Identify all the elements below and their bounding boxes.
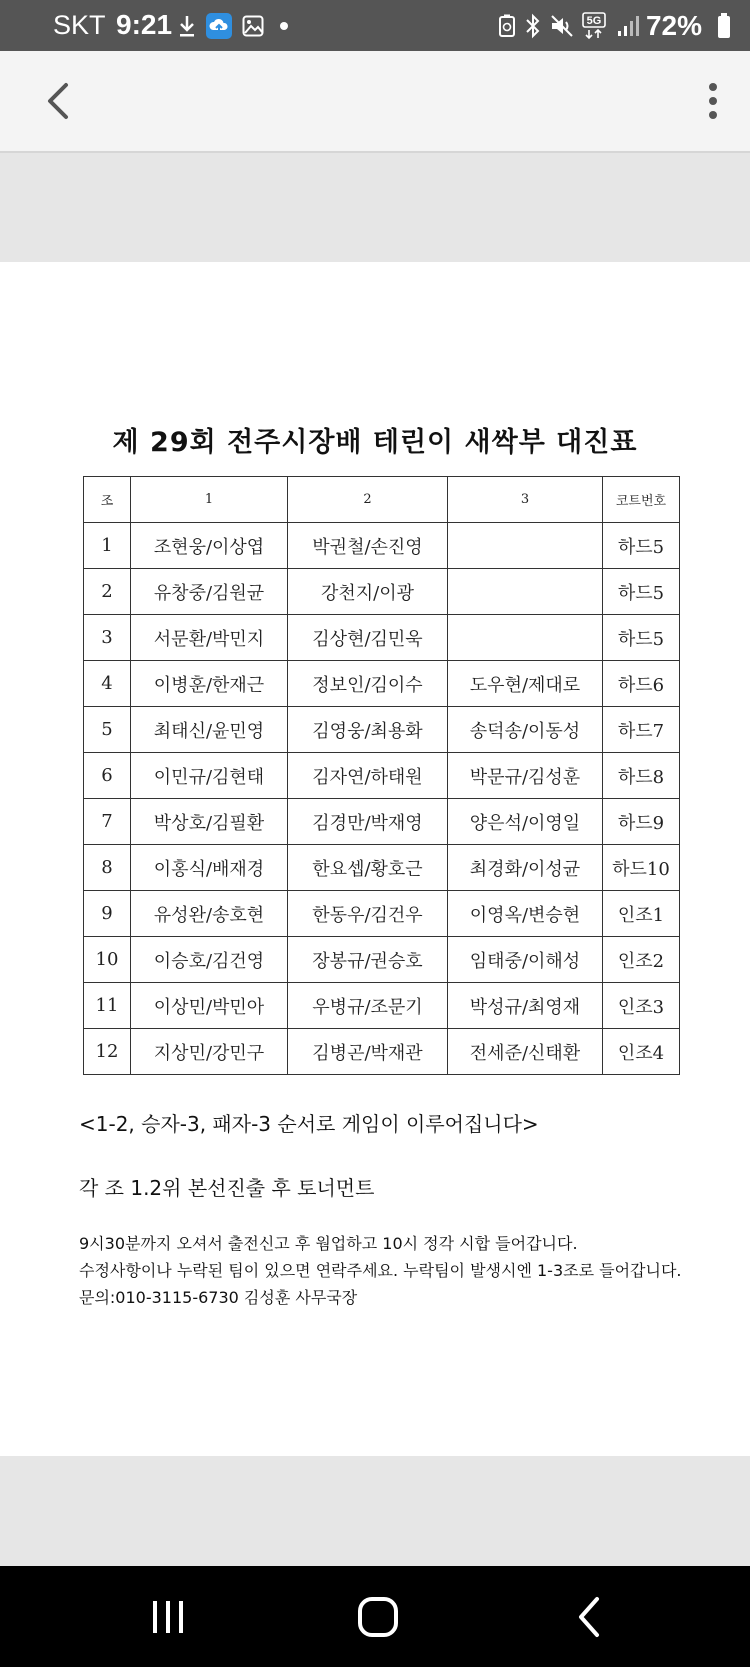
recents-button[interactable]: [143, 1594, 193, 1640]
team-cell: 장봉규/권승호: [288, 937, 448, 983]
cloud-upload-icon: [206, 13, 232, 39]
court-cell: 인조2: [603, 937, 680, 983]
table-row: [84, 615, 680, 661]
court-cell: 하드5: [603, 615, 680, 661]
court-cell: 인조3: [603, 983, 680, 1029]
instructions-block: [79, 1230, 685, 1311]
table-row: [84, 569, 680, 615]
home-button[interactable]: [353, 1594, 403, 1640]
team-cell: 도우현/제대로: [448, 661, 603, 707]
group-cell: 6: [84, 753, 131, 799]
team-cell: 우병규/조문기: [288, 983, 448, 1029]
system-icons: [498, 12, 640, 40]
header-team-3: 3: [448, 477, 603, 523]
table-row: [84, 891, 680, 937]
team-cell: 한요셉/황호근: [288, 845, 448, 891]
table-row: [84, 983, 680, 1029]
court-cell: 하드5: [603, 523, 680, 569]
team-cell: 이승호/김건영: [131, 937, 288, 983]
team-cell: 이상민/박민아: [131, 983, 288, 1029]
team-cell: 지상민/강민구: [131, 1029, 288, 1075]
table-row: [84, 1029, 680, 1075]
team-cell: 유성완/송호현: [131, 891, 288, 937]
carrier-label: SKT: [53, 10, 106, 40]
5g-icon: [582, 12, 608, 40]
navigation-bar: [0, 1566, 750, 1667]
team-cell: 강천지/이광: [288, 569, 448, 615]
court-cell: 인조4: [603, 1029, 680, 1075]
team-cell: 조현웅/이상엽: [131, 523, 288, 569]
gallery-icon: [242, 15, 264, 37]
status-bar: [0, 0, 750, 51]
team-cell: 이홍식/배재경: [131, 845, 288, 891]
team-cell: 최경화/이성균: [448, 845, 603, 891]
app-bar: [0, 51, 750, 153]
group-cell: 1: [84, 523, 131, 569]
table-row: [84, 845, 680, 891]
bluetooth-icon: [524, 13, 542, 39]
home-icon: [353, 1594, 403, 1640]
nav-back-button[interactable]: [565, 1594, 615, 1640]
header-group: 조: [84, 477, 131, 523]
group-cell: 7: [84, 799, 131, 845]
bracket-table: [83, 476, 680, 1075]
group-cell: 8: [84, 845, 131, 891]
game-order-note: <1-2, 승자-3, 패자-3 순서로 게임이 이루어집니다>: [79, 1112, 539, 1136]
team-cell: 박권철/손진영: [288, 523, 448, 569]
group-cell: 4: [84, 661, 131, 707]
recycle-icon: [498, 14, 516, 38]
team-cell: 김경만/박재영: [288, 799, 448, 845]
table-row: [84, 523, 680, 569]
contact-line: 문의:010-3115-6730 김성훈 사무국장: [79, 1288, 358, 1307]
team-cell: 정보인/김이수: [288, 661, 448, 707]
table-row: [84, 937, 680, 983]
svg-text:5G: 5G: [586, 15, 602, 27]
team-cell: 박문규/김성훈: [448, 753, 603, 799]
team-cell: 이민규/김현태: [131, 753, 288, 799]
team-cell: 최태신/윤민영: [131, 707, 288, 753]
court-cell: 인조1: [603, 891, 680, 937]
signal-icon: [616, 14, 640, 38]
clock: 9:21: [116, 9, 173, 40]
team-cell: 김영웅/최용화: [288, 707, 448, 753]
team-cell: 이영옥/변승현: [448, 891, 603, 937]
group-cell: 11: [84, 983, 131, 1029]
header-team-1: 1: [131, 477, 288, 523]
team-cell: [448, 523, 603, 569]
download-icon: [178, 14, 196, 38]
document-title: 제 29회 전주시장배 테린이 새싹부 대진표: [112, 427, 638, 458]
nav-back-icon: [565, 1594, 615, 1640]
team-cell: 김상현/김민욱: [288, 615, 448, 661]
court-cell: 하드5: [603, 569, 680, 615]
team-cell: 송덕송/이동성: [448, 707, 603, 753]
header-team-2: 2: [288, 477, 448, 523]
table-row: [84, 799, 680, 845]
group-cell: 2: [84, 569, 131, 615]
team-cell: 서문환/박민지: [131, 615, 288, 661]
notification-icons: [178, 12, 294, 40]
team-cell: 김자연/하태원: [288, 753, 448, 799]
table-row: [84, 707, 680, 753]
group-cell: 3: [84, 615, 131, 661]
advancement-note: 각 조 1.2위 본선진출 후 토너먼트: [79, 1176, 375, 1200]
group-cell: 12: [84, 1029, 131, 1075]
back-button[interactable]: [36, 79, 80, 123]
table-row: [84, 753, 680, 799]
battery-percent: 72%: [645, 10, 702, 41]
court-cell: 하드8: [603, 753, 680, 799]
team-cell: 박성규/최영재: [448, 983, 603, 1029]
dot-icon: [274, 16, 294, 36]
more-vertical-icon: [700, 79, 726, 123]
team-cell: 유창중/김원균: [131, 569, 288, 615]
recents-icon: [143, 1594, 193, 1640]
team-cell: 박상호/김필환: [131, 799, 288, 845]
group-cell: 9: [84, 891, 131, 937]
court-cell: 하드9: [603, 799, 680, 845]
instruction-line: 9시30분까지 오셔서 출전신고 후 웜업하고 10시 정각 시합 들어갑니다.: [79, 1234, 578, 1253]
table-header-row: [84, 477, 680, 523]
team-cell: 양은석/이영일: [448, 799, 603, 845]
team-cell: 한동우/김건우: [288, 891, 448, 937]
court-cell: 하드7: [603, 707, 680, 753]
mute-icon: [550, 14, 574, 38]
team-cell: [448, 569, 603, 615]
battery-icon: [718, 16, 730, 38]
document-page: [0, 262, 750, 1456]
chevron-left-icon: [36, 79, 80, 123]
group-cell: 5: [84, 707, 131, 753]
team-cell: 김병곤/박재관: [288, 1029, 448, 1075]
court-cell: 하드6: [603, 661, 680, 707]
instruction-line: 수정사항이나 누락된 팀이 있으면 연락주세요. 누락팀이 발생시엔 1-3조로 들어갑니다.: [79, 1261, 682, 1280]
header-court: 코트번호: [603, 477, 680, 523]
group-cell: 10: [84, 937, 131, 983]
team-cell: 임태중/이해성: [448, 937, 603, 983]
more-options-button[interactable]: [700, 79, 726, 123]
court-cell: 하드10: [603, 845, 680, 891]
team-cell: [448, 615, 603, 661]
table-row: [84, 661, 680, 707]
team-cell: 전세준/신태환: [448, 1029, 603, 1075]
team-cell: 이병훈/한재근: [131, 661, 288, 707]
